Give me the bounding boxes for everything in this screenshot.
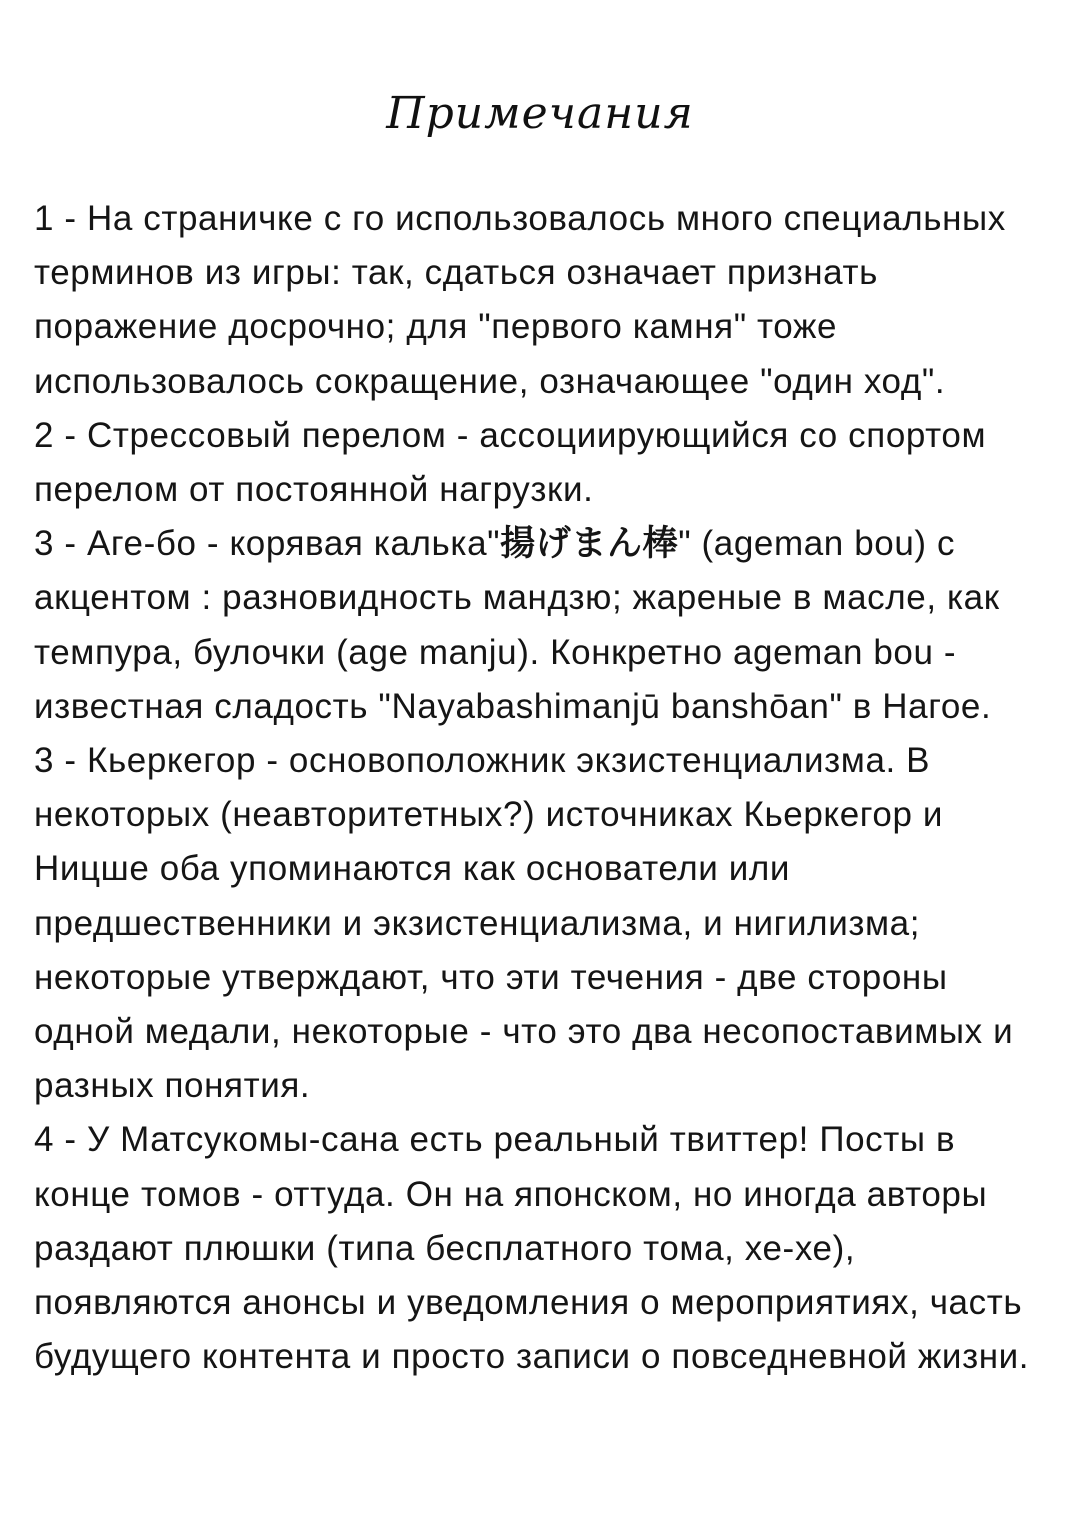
page-title: Примечания — [386, 88, 694, 139]
note-text-before-kanji: 3 - Аге-бо - корявая калька" — [34, 524, 501, 564]
note-item-5 — [34, 1113, 1034, 1384]
note-text: 2 - Стрессовый перелом - ассоциирующийся со спортом перелом от постоянной нагрузки. — [34, 415, 987, 510]
note-text: 3 - Кьеркегор - основоположник экзистенциализма. В некоторых (неавторитетных?) источниках Кьеркегор и Ницше оба упоминаются как основатели или предшественники и экзистенциализма, и нигилизма; некоторые утверждают, что эти течения - две стороны одной медали, некоторые - что это два несопоставимых и разных понятия. — [34, 741, 1014, 1106]
note-item-3 — [34, 517, 1034, 734]
note-item-4 — [34, 734, 1034, 1113]
notes-list — [34, 192, 1034, 1384]
japanese-term: 揚げまん棒 — [500, 524, 679, 565]
note-item-2 — [34, 409, 1034, 517]
note-text: 4 - У Матсукомы-сана есть реальный твиттер! Посты в конце томов - оттуда. Он на японском, но иногда авторы раздают плюшки (типа бесплатного тома, хе-хе), появляются анонсы и уведомления о мероприятиях, часть будущего контента и просто записи о повседневной жизни. — [34, 1120, 1030, 1377]
note-item-1 — [34, 192, 1034, 409]
note-text-after-kanji: " (ageman bou) с акцентом : разновидность мандзю; жареные в масле, как темпура, булочки (age manju). Конкретно ageman bou - известная сладость "Nayabashimanjū banshōan" в Нагое. — [34, 524, 1000, 726]
note-text: 1 - На страничке с го использовалось много специальных терминов из игры: так, сдаться означает признать поражение досрочно; для "первого камня" тоже использовалось сокращение, означающее "один ход". — [34, 199, 1006, 401]
